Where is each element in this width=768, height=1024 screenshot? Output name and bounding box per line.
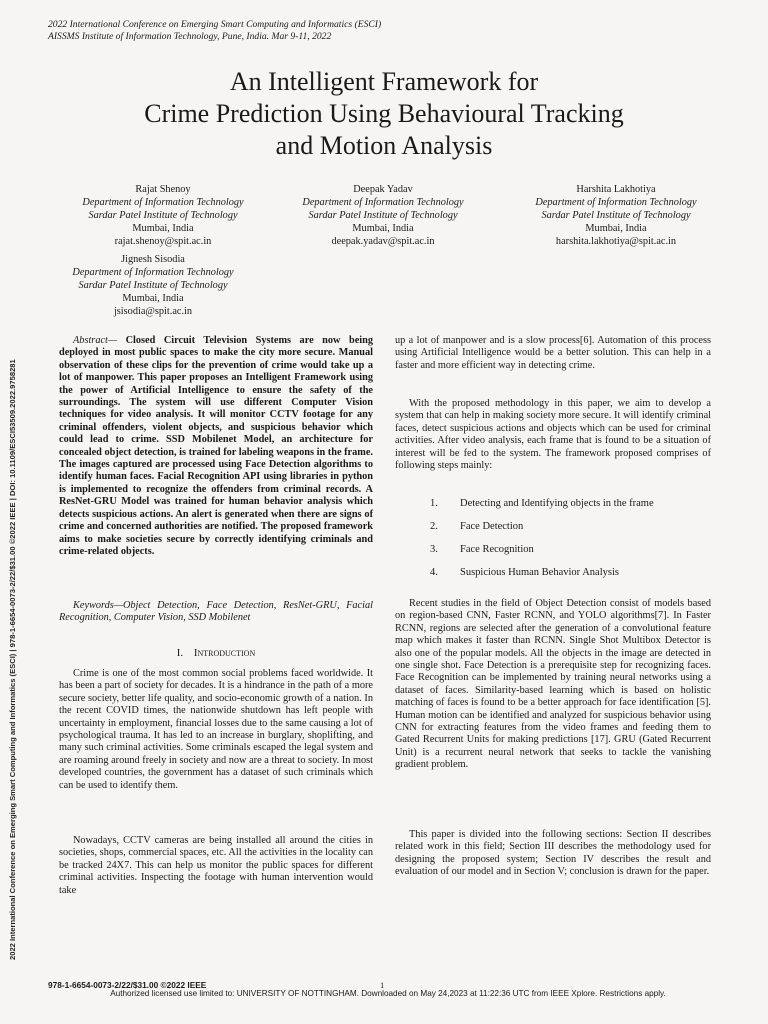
list-item	[430, 567, 619, 578]
list-item	[430, 521, 523, 532]
list-item	[430, 544, 534, 555]
license-notice: Authorized licensed use limited to: UNIVERSITY OF NOTTINGHAM. Downloaded on May 24,2023 at 11:22:36 UTC from IEEE Xplore. Restrictions apply.	[110, 989, 666, 998]
author-city: Mumbai, India	[132, 223, 194, 234]
author-email: harshita.lakhotiya@spit.ac.in	[555, 236, 677, 247]
author-block-4	[38, 253, 268, 318]
copyright-notice: 978-1-6654-0073-2/22/$31.00 ©2022 IEEE	[48, 980, 207, 990]
author-institute: Sardar Patel Institute of Technology	[78, 280, 228, 291]
author-department: Department of Information Technology	[82, 197, 244, 208]
author-email: deepak.yadav@spit.ac.in	[331, 236, 435, 247]
author-email: jsisodia@spit.ac.in	[113, 306, 193, 317]
abstract-text: Closed Circuit Television Systems are now being deployed in most public spaces to make the city more secure. Manual observation of these clips for the prevention of crime would take up a lot of manpower. This paper proposes an Intelligent Framework using the power of Artificial Intelligence to ensure the safety of the surroundings. The system will use different Computer Vision techniques for video analysis. It will monitor CCTV footage for any criminal offenders, violent objects, and suspicious behavior which could lead to crime. SSD Mobilenet Model, an architecture for concealed object detection, is trained for labeling weapons in the frame. The images captured are processed using Face Detection algorithms to identify human faces. Facial Recognition API using libraries in python is implemented to recognize the offenders from criminal records. A ResNet-GRU Model was trained for human behavior analysis which detects suspicious actions. An alert is generated when there are signs of crime and concerned authorities are notified. The proposed framework aims to make societies secure by correctly identifying criminals and crime-related objects.	[59, 335, 374, 557]
intro-paragraph-2: Nowadays, CCTV cameras are being installed all around the cities in societies, shops, commercial spaces, etc. All the activities in the locality can be tracked 24X7. This can help us monitor the public spaces for different criminal activities. Inspecting the footage with human intervention would take	[59, 835, 373, 896]
section-title: Introduction	[193, 647, 256, 659]
abstract-label: Abstract—	[73, 335, 118, 346]
author-institute: Sardar Patel Institute of Technology	[88, 210, 238, 221]
list-item	[430, 498, 654, 509]
abstract	[59, 335, 373, 558]
author-department: Department of Information Technology	[72, 267, 234, 278]
right-paragraph-2: With the proposed methodology in this paper, we aim to develop a system that can help in making society more secure. It will identify criminal faces, detect suspicious actions and objects which can be used for criminal activities. After video analysis, each frame that is found to be a situation of interest will be fed to the system. The framework proposed comprises of following steps mainly:	[395, 398, 711, 472]
author-name: Harshita Lakhotiya	[576, 184, 656, 195]
author-name: Jignesh Sisodia	[121, 254, 185, 265]
section-number: I.	[176, 647, 184, 659]
list-item-text: Suspicious Human Behavior Analysis	[460, 567, 619, 578]
list-item-number: 3.	[430, 544, 438, 555]
section-heading-introduction	[59, 647, 373, 659]
author-institute: Sardar Patel Institute of Technology	[541, 210, 691, 221]
author-city: Mumbai, India	[585, 223, 647, 234]
list-item-text: Detecting and Identifying objects in the frame	[460, 498, 654, 509]
list-item-text: Face Recognition	[460, 544, 534, 555]
author-city: Mumbai, India	[352, 223, 414, 234]
author-block-1	[48, 183, 278, 248]
list-item-number: 2.	[430, 521, 438, 532]
author-institute: Sardar Patel Institute of Technology	[308, 210, 458, 221]
title-line-2: Crime Prediction Using Behavioural Tracking	[144, 99, 624, 128]
venue-line: AISSMS Institute of Information Technology, Pune, India. Mar 9-11, 2022	[48, 31, 332, 42]
list-item-number: 1.	[430, 498, 438, 509]
title-line-3: and Motion Analysis	[275, 131, 493, 160]
keywords: Keywords—Object Detection, Face Detection, ResNet-GRU, Facial Recognition, Computer Vision, SSD Mobilenet	[59, 600, 373, 624]
author-name: Rajat Shenoy	[135, 184, 191, 195]
list-item-number: 4.	[430, 567, 438, 578]
author-block-3	[501, 183, 731, 248]
author-name: Deepak Yadav	[353, 184, 413, 195]
right-paragraph-1: up a lot of manpower and is a slow process[6]. Automation of this process using Artificial Intelligence would be a better solution. This can help in a faster and more efficient way in detecting crime.	[395, 335, 711, 371]
conference-line: 2022 International Conference on Emerging Smart Computing and Informatics (ESCI)	[48, 19, 382, 30]
author-block-2	[268, 183, 498, 248]
list-item-text: Face Detection	[460, 521, 524, 532]
intro-paragraph-1: Crime is one of the most common social problems faced worldwide. It has been a part of society for decades. It is a hindrance in the path of a more secure society, better life quality, and socio-economic growth of a nation. In the recent COVID times, the nationwide shutdown has left people with uncertainty in employment, financial losses due to the same causing a lot of psychological trauma. It has led to an increase in burglary, shoplifting, and many such criminal activities. Some criminals escaped the legal system and are roaming around freely in society and now are a threat to society. In most developed countries, the government has a dataset of such criminals which can be used to identify them.	[59, 668, 373, 791]
right-paragraph-3: Recent studies in the field of Object Detection consist of models based on region-based CNN, Faster RCNN, and YOLO algorithms[7]. In Faster RCNN, regions are selected after the generation of a convolutional feature map which makes it faster than RCNN. Single Shot Multibox Detector is also one of the popular models. All the objects in the image are detected in one single shot. Face Detection is a prerequisite step for recognizing faces. Face Recognition can be implemented by training neural networks using a dataset of faces. Similarity-based learning which is based on holistic matching of faces is found to be a better approach for face identification [5]. Human motion can be identified and analyzed for suspicious behavior using CNN for extracting features from the video frames and feeding them to Gated Recurrent Units for making predictions [17]. GRU (Gated Recurrent Unit) is a recurrent neural network that seeks to tackle the vanishing gradient problem.	[395, 598, 711, 771]
author-department: Department of Information Technology	[302, 197, 464, 208]
paper-title	[0, 66, 768, 162]
author-department: Department of Information Technology	[535, 197, 697, 208]
title-line-1: An Intelligent Framework for	[229, 67, 539, 96]
author-city: Mumbai, India	[122, 293, 184, 304]
author-email: rajat.shenoy@spit.ac.in	[114, 236, 212, 247]
page-number: 1	[380, 980, 385, 990]
right-paragraph-4: This paper is divided into the following sections: Section II describes related work in this field; Section III describes the methodology used for designing the proposed system; Section IV describes the result and evaluation of our model and in Section V; conclusion is drawn for the paper.	[395, 829, 711, 878]
